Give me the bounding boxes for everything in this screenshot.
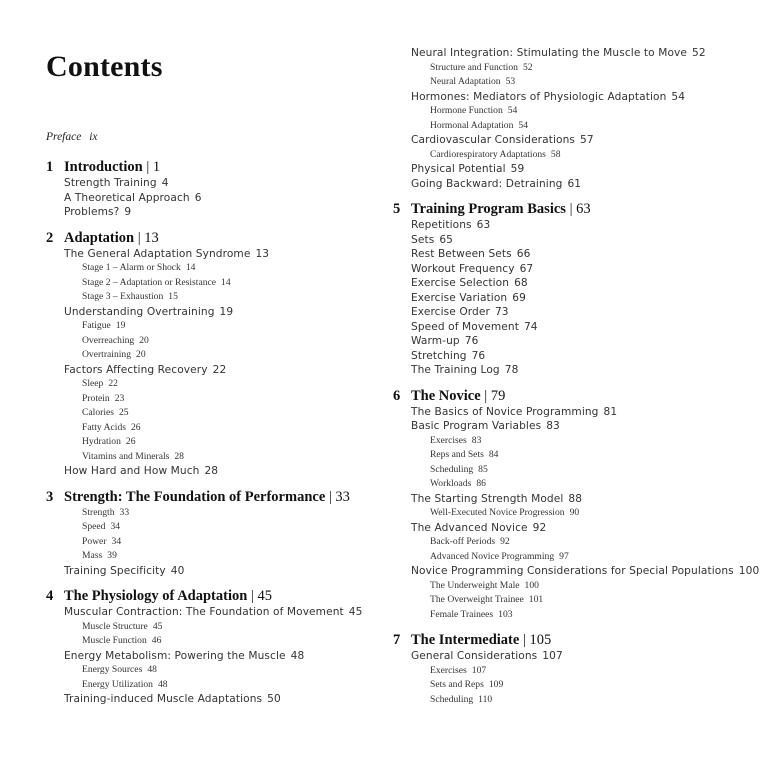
toc-section-entry[interactable] <box>393 564 760 579</box>
entry-title: Power <box>82 535 107 547</box>
chapter-title: Training Program Basics <box>411 201 566 217</box>
entry-title: Hormone Function <box>430 105 503 116</box>
toc-subsection-entry[interactable] <box>46 663 386 678</box>
chapter-separator: | <box>519 632 530 648</box>
chapter-separator: | <box>480 387 491 404</box>
entry-title: The General Adaptation Syndrome <box>64 247 251 260</box>
entry-page-number: 90 <box>569 507 580 518</box>
toc-section-entry[interactable] <box>393 405 753 420</box>
toc-section-entry[interactable] <box>393 262 753 277</box>
chapter-page-number: 13 <box>144 229 159 246</box>
entry-page-number: 100 <box>524 579 539 591</box>
chapter-title: The Intermediate <box>411 632 520 648</box>
entry-page-number: 59 <box>510 163 525 175</box>
entry-title: Hydration <box>82 436 121 447</box>
toc-subsection-entry[interactable] <box>393 678 753 693</box>
entry-title: Strength Training <box>64 177 157 189</box>
entry-page-number: 4 <box>161 177 169 189</box>
toc-section-entry[interactable] <box>46 247 386 262</box>
toc-section-entry[interactable] <box>46 464 386 479</box>
entry-title: Hormonal Adaptation <box>430 119 514 131</box>
entry-title: Strength <box>82 506 115 518</box>
entry-page-number: 61 <box>567 177 582 190</box>
entry-title: Protein <box>82 392 110 404</box>
chapter-page-number: 79 <box>490 387 506 404</box>
entry-title: Exercise Variation <box>411 291 508 304</box>
toc-section-entry[interactable] <box>393 291 753 306</box>
entry-title: Advanced Novice Programming <box>430 550 555 562</box>
toc-subsection-entry[interactable] <box>393 664 753 679</box>
entry-title: Problems? <box>64 206 120 218</box>
entry-page-number: 53 <box>505 76 516 87</box>
toc-subsection-entry[interactable] <box>393 550 753 565</box>
toc-section-entry[interactable] <box>46 305 386 320</box>
toc-chapter <box>46 158 386 220</box>
toc-subsection-entry[interactable] <box>46 520 386 535</box>
entry-page-number: 84 <box>488 449 499 460</box>
entry-title: Novice Programming Considerations for Special Populations <box>411 565 734 577</box>
toc-section-entry[interactable] <box>46 564 386 579</box>
entry-page-number: 67 <box>519 262 534 275</box>
entry-page-number: 9 <box>124 206 132 218</box>
toc-subsection-entry[interactable] <box>393 608 753 623</box>
entry-page-number: 76 <box>471 349 486 362</box>
entry-page-number: 74 <box>523 320 538 333</box>
entry-page-number: 48 <box>147 664 157 675</box>
chapter-number: 7 <box>393 632 401 648</box>
chapter-separator: | <box>247 588 258 604</box>
entry-title: Speed <box>82 521 106 532</box>
toc-subsection-entry[interactable] <box>46 290 386 305</box>
entry-title: Energy Sources <box>82 664 143 675</box>
toc-subsection-entry[interactable] <box>393 506 753 521</box>
chapter-heading[interactable] <box>46 488 386 506</box>
entry-title: The Basics of Novice Programming <box>411 405 599 418</box>
chapter-number: 4 <box>46 588 54 604</box>
entry-page-number: 22 <box>108 378 118 389</box>
chapter-title: Strength: The Foundation of Performance <box>64 488 326 505</box>
toc-subsection-entry[interactable] <box>46 506 386 521</box>
toc-section-entry[interactable] <box>46 191 386 206</box>
toc-section-entry[interactable] <box>393 334 753 349</box>
entry-page-number: 20 <box>139 334 149 346</box>
entry-page-number: 45 <box>348 606 363 618</box>
toc-section-entry[interactable] <box>393 276 753 291</box>
entry-title: Workout Frequency <box>411 262 515 275</box>
entry-title: Speed of Movement <box>411 320 519 333</box>
toc-subsection-entry[interactable] <box>393 448 753 463</box>
entry-title: Fatigue <box>82 320 111 331</box>
toc-subsection-entry[interactable] <box>46 392 386 407</box>
entry-page-number: 52 <box>522 61 533 73</box>
entry-page-number: 76 <box>464 335 479 347</box>
entry-title: Calories <box>82 407 114 418</box>
toc-section-entry[interactable] <box>393 521 753 536</box>
entry-title: Basic Program Variables <box>411 420 542 432</box>
entry-page-number: 88 <box>568 492 583 505</box>
toc-section-entry[interactable] <box>46 605 386 620</box>
entry-title: Exercise Order <box>411 306 490 318</box>
entry-title: The Underweight Male <box>430 579 520 591</box>
entry-title: Muscle Structure <box>82 620 148 632</box>
toc-subsection-entry[interactable] <box>46 334 386 349</box>
entry-page-number: 109 <box>488 679 504 690</box>
toc-section-entry[interactable] <box>46 363 386 378</box>
toc-section-entry[interactable] <box>393 492 753 507</box>
entry-title: Energy Metabolism: Powering the Muscle <box>64 649 286 662</box>
entry-title: Mass <box>82 550 103 561</box>
toc-subsection-entry[interactable] <box>393 463 753 478</box>
entry-page-number: 69 <box>512 291 526 304</box>
entry-page-number: 78 <box>504 364 519 376</box>
entry-page-number: 22 <box>212 363 227 376</box>
toc-subsection-entry[interactable] <box>46 634 386 649</box>
toc-subsection-entry[interactable] <box>46 450 386 465</box>
entry-title: Training-induced Muscle Adaptations <box>64 693 263 705</box>
entry-page-number: 14 <box>221 276 231 288</box>
entry-title: Muscle Function <box>82 635 147 646</box>
toc-section-entry[interactable] <box>393 233 753 248</box>
entry-title: Rest Between Sets <box>411 248 512 260</box>
chapter-number: 6 <box>393 387 401 404</box>
entry-page-number: 19 <box>219 305 234 318</box>
chapter-number: 3 <box>46 488 54 505</box>
entry-title: Exercises <box>430 664 467 676</box>
entry-page-number: 39 <box>107 550 117 561</box>
entry-page-number: 48 <box>290 649 305 662</box>
spacer <box>46 578 386 587</box>
chapter-title: Introduction <box>64 159 143 175</box>
entry-title: Repetitions <box>411 219 472 231</box>
chapter-heading[interactable] <box>46 158 386 176</box>
toc-section-entry[interactable] <box>46 176 386 191</box>
toc-subsection-entry[interactable] <box>46 435 386 450</box>
entry-page-number: 25 <box>118 407 129 418</box>
entry-title: The Overweight Trainee <box>430 594 524 605</box>
entry-title: How Hard and How Much <box>64 465 200 477</box>
toc-section-entry[interactable] <box>393 162 753 177</box>
entry-page-number: 68 <box>514 277 528 289</box>
entry-page-number: 20 <box>136 349 146 360</box>
entry-title: Stretching <box>411 349 467 362</box>
entry-page-number: 73 <box>494 306 509 318</box>
chapter-title: Adaptation <box>64 229 135 246</box>
entry-title: Factors Affecting Recovery <box>64 363 208 376</box>
entry-title: Structure and Function <box>430 61 518 73</box>
spacer <box>46 479 386 488</box>
toc-subsection-entry[interactable] <box>46 348 386 363</box>
toc-right-column <box>393 46 760 707</box>
toc-chapter <box>393 200 753 378</box>
chapter-heading[interactable] <box>393 200 753 218</box>
toc-section-entry[interactable] <box>393 133 753 148</box>
toc-chapter <box>393 387 760 623</box>
entry-page-number: 92 <box>532 521 547 534</box>
toc-subsection-entry[interactable] <box>46 319 386 334</box>
entry-title: Overtraining <box>82 349 132 360</box>
toc-subsection-entry[interactable] <box>393 148 753 163</box>
entry-title: Warm-up <box>411 335 460 347</box>
entry-page-number: 83 <box>471 434 482 446</box>
entry-title: Sets <box>411 233 435 246</box>
entry-title: Stage 3 – Exhaustion <box>82 291 164 302</box>
entry-title: Female Trainees <box>430 608 494 620</box>
chapter-page-number: 33 <box>335 488 350 505</box>
entry-page-number: 45 <box>152 620 163 632</box>
toc-subsection-entry[interactable] <box>393 434 753 449</box>
toc-preface[interactable] <box>46 131 98 143</box>
entry-page-number: 63 <box>476 219 491 231</box>
chapter-heading[interactable] <box>46 229 386 247</box>
entry-page-number: 34 <box>111 535 122 547</box>
toc-section-entry[interactable] <box>393 305 753 320</box>
preface-label: Preface <box>46 131 82 143</box>
entry-page-number: 26 <box>125 436 136 447</box>
entry-page-number: 15 <box>168 291 178 302</box>
toc-subsection-entry[interactable] <box>393 75 753 90</box>
entry-title: A Theoretical Approach <box>64 191 190 204</box>
entry-title: Fatty Acids <box>82 421 126 433</box>
toc-subsection-entry[interactable] <box>393 104 753 119</box>
entry-page-number: 46 <box>151 635 162 646</box>
entry-title: Sets and Reps <box>430 679 484 690</box>
spacer <box>46 220 386 229</box>
entry-page-number: 54 <box>671 90 686 103</box>
chapter-separator: | <box>565 201 577 217</box>
entry-page-number: 54 <box>507 105 518 116</box>
entry-title: The Starting Strength Model <box>411 492 564 505</box>
toc-subsection-entry[interactable] <box>46 406 386 421</box>
toc-subsection-entry[interactable] <box>46 261 386 276</box>
chapter-separator: | <box>142 159 153 175</box>
chapter-heading[interactable] <box>393 631 753 649</box>
entry-page-number: 19 <box>115 320 126 331</box>
entry-title: Back-off Periods <box>430 536 496 547</box>
toc-subsection-entry[interactable] <box>393 61 753 76</box>
chapter-title: The Novice <box>411 387 481 404</box>
toc-subsection-entry[interactable] <box>46 678 386 693</box>
entry-page-number: 81 <box>603 405 618 418</box>
toc-section-entry[interactable] <box>393 247 753 262</box>
entry-title: Stage 1 – Alarm or Shock <box>82 262 181 273</box>
entry-page-number: 26 <box>130 421 141 433</box>
spacer <box>393 378 753 387</box>
entry-page-number: 86 <box>476 478 486 489</box>
toc-subsection-entry[interactable] <box>46 549 386 564</box>
chapter-page-number: 1 <box>152 159 161 175</box>
entry-title: The Training Log <box>411 364 500 376</box>
entry-page-number: 6 <box>194 191 202 204</box>
entry-page-number: 83 <box>546 420 560 432</box>
chapter-heading[interactable] <box>393 387 753 405</box>
entry-page-number: 13 <box>255 247 270 260</box>
toc-section-entry[interactable] <box>46 692 386 707</box>
entry-page-number: 28 <box>204 465 219 477</box>
toc-subsection-entry[interactable] <box>393 535 753 550</box>
chapter-number: 2 <box>46 229 54 246</box>
entry-page-number: 66 <box>516 248 531 260</box>
spacer <box>393 622 753 631</box>
entry-title: Scheduling <box>430 693 474 705</box>
entry-page-number: 33 <box>119 506 130 518</box>
toc-section-entry[interactable] <box>393 320 753 335</box>
entry-title: Vitamins and Minerals <box>82 450 170 462</box>
entry-title: Neural Adaptation <box>430 76 501 87</box>
toc-subsection-entry[interactable] <box>46 535 386 550</box>
entry-page-number: 50 <box>267 693 281 705</box>
entry-title: Physical Potential <box>411 163 506 175</box>
entry-title: Reps and Sets <box>430 449 484 460</box>
toc-section-entry[interactable] <box>393 349 753 364</box>
toc-subsection-entry[interactable] <box>393 593 753 608</box>
toc-subsection-entry[interactable] <box>393 119 753 134</box>
chapter-separator: | <box>325 488 336 505</box>
toc-left-column <box>46 158 386 707</box>
toc-section-entry[interactable] <box>393 90 753 105</box>
toc-section-entry[interactable] <box>393 649 753 664</box>
entry-page-number: 23 <box>114 392 125 404</box>
toc-section-entry[interactable] <box>393 46 753 61</box>
chapter-heading[interactable] <box>46 587 386 605</box>
entry-title: Understanding Overtraining <box>64 305 215 318</box>
entry-title: Stage 2 – Adaptation or Resistance <box>82 276 217 288</box>
entry-page-number: 101 <box>528 594 544 605</box>
entry-page-number: 28 <box>174 450 184 462</box>
chapter-page-number: 63 <box>576 201 591 217</box>
entry-page-number: 103 <box>498 608 513 620</box>
entry-page-number: 107 <box>542 650 563 662</box>
toc-subsection-entry[interactable] <box>46 377 386 392</box>
entry-page-number: 34 <box>110 521 121 532</box>
entry-page-number: 58 <box>550 148 561 160</box>
toc-chapter <box>46 229 386 479</box>
chapter-separator: | <box>134 229 145 246</box>
toc-section-entry[interactable] <box>46 205 386 220</box>
toc-section-entry[interactable] <box>46 649 386 664</box>
entry-title: Well-Executed Novice Progression <box>430 507 565 518</box>
entry-title: Cardiovascular Considerations <box>411 134 576 146</box>
entry-page-number: 65 <box>439 233 454 246</box>
entry-page-number: 97 <box>559 550 569 562</box>
chapter-title: The Physiology of Adaptation <box>64 588 248 604</box>
chapter-page-number: 105 <box>529 632 552 648</box>
entry-page-number: 100 <box>738 565 760 577</box>
entry-title: Going Backward: Detraining <box>411 177 563 190</box>
entry-page-number: 85 <box>478 463 488 475</box>
chapter-page-number: 45 <box>257 588 272 604</box>
entry-title: Cardiorespiratory Adaptations <box>430 148 546 160</box>
toc-chapter <box>46 587 386 707</box>
toc-subsection-entry[interactable] <box>393 477 753 492</box>
entry-title: Energy Utilization <box>82 678 153 690</box>
toc-subsection-entry[interactable] <box>46 276 386 291</box>
entry-page-number: 54 <box>518 119 528 131</box>
toc-chapter <box>393 631 753 707</box>
entry-page-number: 40 <box>170 564 185 577</box>
toc-chapter <box>46 488 386 579</box>
entry-title: The Advanced Novice <box>411 521 528 534</box>
entry-title: Overreaching <box>82 334 135 346</box>
entry-page-number: 57 <box>580 134 594 146</box>
entry-title: General Considerations <box>411 650 538 662</box>
toc-subsection-entry[interactable] <box>393 693 753 708</box>
entry-title: Exercise Selection <box>411 277 510 289</box>
toc-section-entry[interactable] <box>393 218 753 233</box>
chapter-number: 5 <box>393 201 401 217</box>
entry-title: Muscular Contraction: The Foundation of Movement <box>64 606 344 618</box>
spacer <box>393 191 753 200</box>
entry-title: Scheduling <box>430 463 474 475</box>
toc-subsection-entry[interactable] <box>46 620 386 635</box>
toc-subsection-entry[interactable] <box>46 421 386 436</box>
preface-page: ix <box>89 131 98 143</box>
entry-page-number: 48 <box>157 678 168 690</box>
toc-section-entry[interactable] <box>393 177 753 192</box>
entry-title: Neural Integration: Stimulating the Muscle to Move <box>411 47 688 59</box>
entry-title: Workloads <box>430 478 472 489</box>
entry-title: Training Specificity <box>64 564 166 577</box>
entry-title: Sleep <box>82 378 104 389</box>
toc-section-entry[interactable] <box>393 363 753 378</box>
entry-page-number: 110 <box>478 693 493 705</box>
entry-title: Hormones: Mediators of Physiologic Adaptation <box>411 90 667 103</box>
toc-section-entry[interactable] <box>393 419 753 434</box>
toc-subsection-entry[interactable] <box>393 579 753 594</box>
entry-page-number: 92 <box>500 536 510 547</box>
entry-page-number: 52 <box>692 47 706 59</box>
entry-page-number: 107 <box>471 664 487 676</box>
chapter-number: 1 <box>46 159 54 175</box>
page-title: Contents <box>46 50 163 83</box>
entry-title: Exercises <box>430 434 467 446</box>
entry-page-number: 14 <box>185 262 196 273</box>
